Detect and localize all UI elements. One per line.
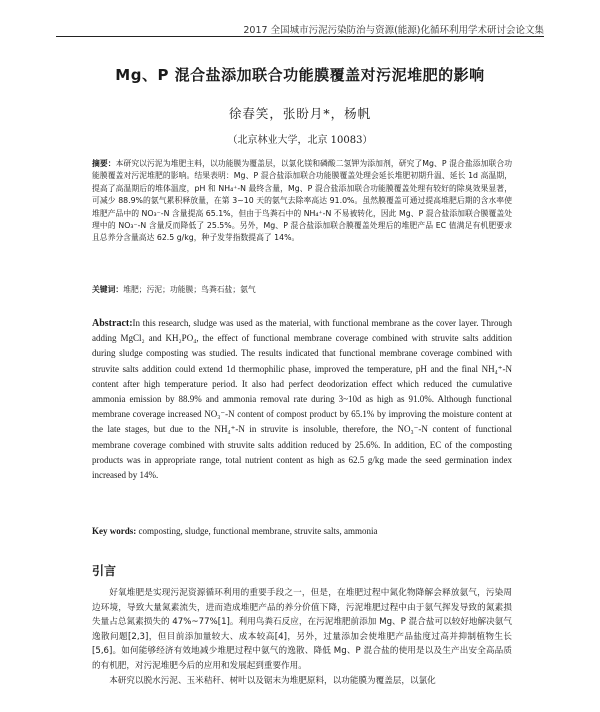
section-heading-introduction: 引言 [92,564,117,578]
english-keywords-label: Key words: [92,526,137,536]
paper-title: Mg、P 混合盐添加联合功能膜覆盖对污泥堆肥的影响 [115,66,485,84]
chinese-keywords-text: 堆肥；污泥；功能膜；鸟粪石盐；氨气 [123,285,256,294]
english-keywords [92,526,512,536]
header-rule [56,36,544,37]
english-abstract-text: In this research, sludge was used as the material, with functional membrane as the cover layer. Through adding MgCl₂ and KH₂PO₄, the effect of functional membrane coverage combined with struvite salts addition during sludge composting was studied. The results indicated that functional membrane coverage combined with struvite salts addition could extend 1d thermophilic phase, improved the temperature, pH and the final NH₄⁺-N content after high temperature period. It also had perfect deodorization effect which reduced the cumulative ammonia emission by 88.9% and ammonia removal rate during 3~10d as high as 91.0%. Although functional membrane coverage increased NO₃⁻-N content of compost product by 65.1% by improving the moisture content at the late stages, but due to the NH₄⁺-N in struvite is insoluble, therefore, the NO₃⁻-N content of functional membrane coverage combined with struvite salts addition reduced by 25.6%. In addition, EC of the composting products was in appropriate range, total nutrient content as high as 62.5 g/kg made the seed germination index increased by 14%. [92,318,512,481]
introduction-body [92,586,512,688]
authors: 徐春笑，张盼月*，杨帆 [228,106,372,121]
intro-paragraph: 本研究以脱水污泥、玉米秸秆、树叶以及锯末为堆肥原料，以功能膜为覆盖层，以氯化 [109,675,436,686]
chinese-abstract-text: 本研究以污泥为堆肥主料，以功能膜为覆盖层，以氯化镁和磷酸二氢钾为添加剂，研究了Mg、P 混合盐添加联合功能膜覆盖对污泥堆肥的影响。结果表明：Mg、P 混合盐添加联合功能膜覆盖处理会延长堆肥初期升温、延长 1d 高温期，提高了高温期后的堆体温度，pH 和 NH₄⁺-N 最终含量，Mg、P 混合盐添加联合功能膜覆盖处理有较好的除臭效果显著，可减少 88.9%的氨气累积释放量，在第 3~10 天的氨气去除率高达 91.0%。虽然膜覆盖可通过提高堆肥后期的含水率使堆肥产品中的 NO₃⁻-N 含量提高 65.1%，但由于鸟粪石中的 NH₄⁺-N 不易被转化，因此 Mg、P 混合盐添加联合膜覆盖处理中的 NO₃⁻-N 含量反而降低了 25.5%。另外，Mg、P 混合盐添加联合膜覆盖处理后的堆肥产品 EC 值满足有机肥要求且总养分含量高达 62.5 g/kg，种子发芽指数提高了 14%。 [92,159,512,243]
affiliation: （北京林业大学，北京 10083） [227,135,373,146]
english-keywords-text: composting, sludge, functional membrane, struvite salts, ammonia [138,526,378,536]
english-abstract [92,316,512,483]
chinese-keywords-label: 关键词： [92,285,124,294]
chinese-keywords [92,284,512,295]
english-abstract-label: Abstract: [92,318,133,329]
chinese-abstract [92,158,512,245]
chinese-abstract-label: 摘要： [92,159,116,168]
intro-paragraph: 好氧堆肥是实现污泥资源循环利用的重要手段之一，但是，在堆肥过程中氮化物降解会释放氨气，污染周边环境，导致大量氮素流失，进而造成堆肥产品的养分价值下降，污泥堆肥过程中由于氨气挥发导致的氮素损失量占总氮素损失的 47%~77%[1]。利用鸟粪石反应，在污泥堆肥前添加 Mg、P 混合盐可以较好地解决氨气逸散问题[2,3]，但目前添加量较大、成本较高[4]，另外，过量添加会使堆肥产品盐度过高并抑制植物生长[5,6]。如何能够经济有效地减少堆肥过程中氨气的逸散、降低 Mg、P 混合盐的使用是以及生产出安全高品质的有机肥，对污泥堆肥今后的应用和发展起到重要作用。 [92,588,512,671]
running-head: 2017 全国城市污泥污染防治与资源(能源)化循环利用学术研讨会论文集 [243,25,544,36]
